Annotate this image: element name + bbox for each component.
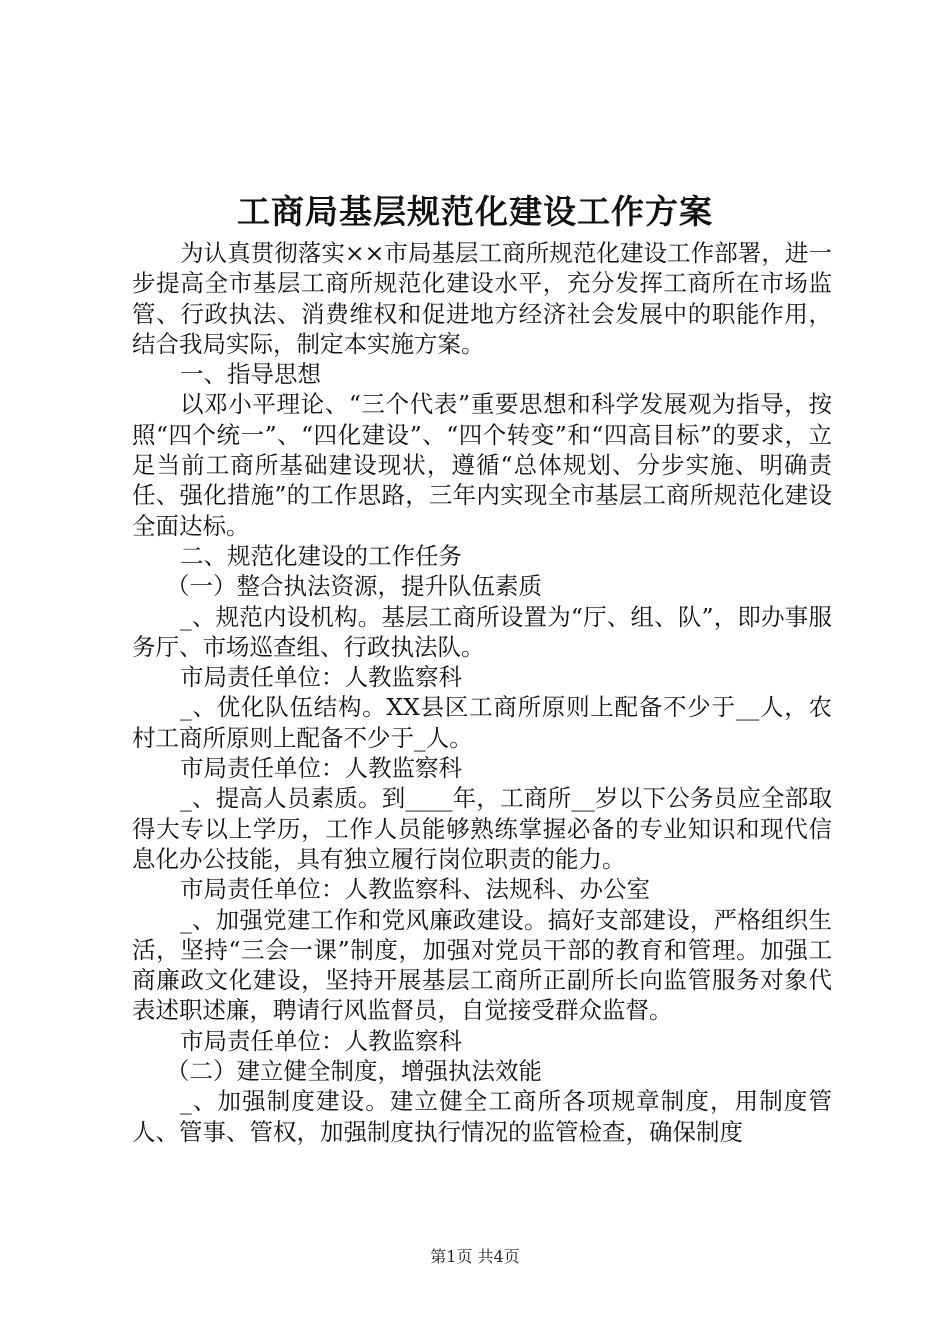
page-footer: 第1页 共4页 (430, 1247, 520, 1266)
paragraph: _、规范内设机构。基层工商所设置为“厅、组、队”，即办事服务厅、市场巡查组、行政执法队。 (132, 602, 832, 661)
paragraph: _、优化队伍结构。XX县区工商所原则上配备不少于__人，农村工商所原则上配备不少于_人。 (132, 693, 832, 752)
section-heading: 一、指导思想 (180, 360, 321, 389)
paragraph: _、加强制度建设。建立健全工商所各项规章制度，用制度管人、管事、管权，加强制度执行情况的监管检查，确保制度 (132, 1087, 832, 1146)
responsible-unit: 市局责任单位：人教监察科 (180, 1026, 462, 1055)
subsection-heading: （二）建立健全制度，增强执法效能 (166, 1057, 542, 1086)
document-body (132, 238, 832, 1147)
responsible-unit: 市局责任单位：人教监察科、法规科、办公室 (180, 875, 650, 904)
responsible-unit: 市局责任单位：人教监察科 (180, 754, 462, 783)
document-title: 工商局基层规范化建设工作方案 (237, 192, 713, 231)
responsible-unit: 市局责任单位：人教监察科 (180, 663, 462, 692)
paragraph: 以邓小平理论、“三个代表”重要思想和科学发展观为指导，按照“四个统一”、“四化建设”、“四个转变”和“四高目标”的要求，立足当前工商所基础建设现状，遵循“总体规划、分步实施、明确责任、强化措施”的工作思路，三年内实现全市基层工商所规范化建设全面达标。 (132, 390, 832, 540)
paragraph: 为认真贯彻落实××市局基层工商所规范化建设工作部署，进一步提高全市基层工商所规范化建设水平，充分发挥工商所在市场监管、行政执法、消费维权和促进地方经济社会发展中的职能作用，结合我局实际，制定本实施方案。 (132, 239, 832, 358)
paragraph: _、提高人员素质。到____年，工商所__岁以下公务员应全部取得大专以上学历，工作人员能够熟练掌握必备的专业知识和现代信息化办公技能，具有独立履行岗位职责的能力。 (132, 784, 832, 873)
section-heading: 二、规范化建设的工作任务 (180, 541, 462, 570)
paragraph: _、加强党建工作和党风廉政建设。搞好支部建设，严格组织生活，坚持“三会一课”制度，加强对党员干部的教育和管理。加强工商廉政文化建设，坚持开展基层工商所正副所长向监管服务对象代表述职述廉，聘请行风监督员，自觉接受群众监督。 (132, 905, 832, 1025)
subsection-heading: （一）整合执法资源，提升队伍素质 (166, 572, 542, 601)
